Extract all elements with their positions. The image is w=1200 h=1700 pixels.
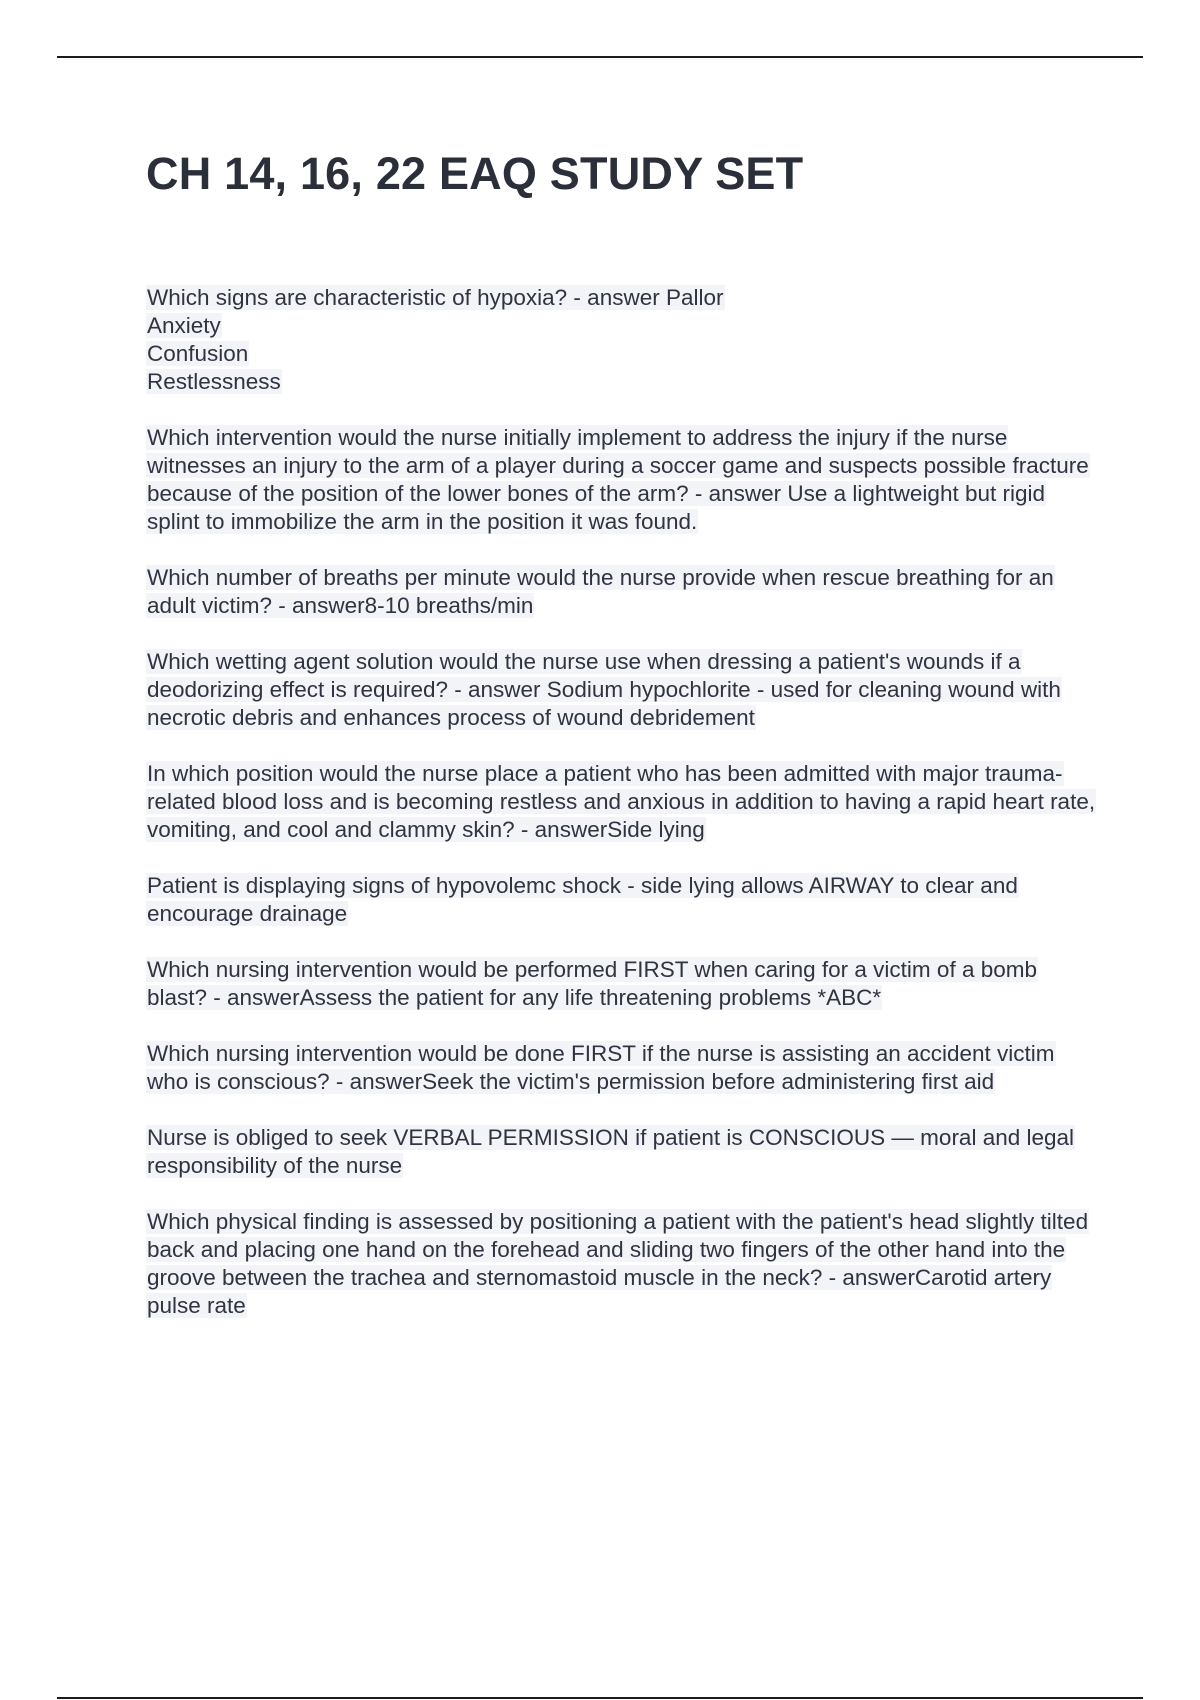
qa-text: Which signs are characteristic of hypoxia? - answer Pallor Anxiety Confusion Restlessness (147, 285, 724, 394)
qa-item (146, 760, 1096, 844)
qa-item (146, 1040, 1096, 1096)
bottom-rule (57, 1697, 1143, 1699)
page-title: CH 14, 16, 22 EAQ STUDY SET (146, 148, 804, 199)
qa-text: Which nursing intervention would be performed FIRST when caring for a victim of a bomb blast? - answerAssess the patient for any life threatening problems *ABC* (147, 957, 1037, 1010)
qa-item (146, 872, 1096, 928)
top-rule (57, 56, 1143, 58)
qa-text: Which nursing intervention would be done FIRST if the nurse is assisting an accident victim who is conscious? - answerSeek the victim's permission before administering first aid (147, 1041, 1055, 1094)
qa-item (146, 956, 1096, 1012)
qa-item (146, 1208, 1096, 1320)
study-set-content (146, 284, 1096, 1348)
qa-text: Which wetting agent solution would the nurse use when dressing a patient's wounds if a deodorizing effect is required? - answer Sodium hypochlorite - used for cleaning wound with necrotic debris and enhances process of wound debridement (147, 649, 1061, 730)
qa-text: In which position would the nurse place a patient who has been admitted with major trauma-related blood loss and is becoming restless and anxious in addition to having a rapid heart rate, vomiting, and cool and clammy skin? - answerSide lying (147, 761, 1096, 842)
qa-text: Nurse is obliged to seek VERBAL PERMISSION if patient is CONSCIOUS — moral and legal responsibility of the nurse (147, 1125, 1075, 1178)
qa-item (146, 564, 1096, 620)
qa-text: Which number of breaths per minute would the nurse provide when rescue breathing for an adult victim? - answer8-10 breaths/min (147, 565, 1054, 618)
qa-item (146, 648, 1096, 732)
qa-item (146, 284, 1096, 396)
qa-text: Patient is displaying signs of hypovolemc shock - side lying allows AIRWAY to clear and encourage drainage (147, 873, 1018, 926)
qa-text: Which physical finding is assessed by positioning a patient with the patient's head slightly tilted back and placing one hand on the forehead and sliding two fingers of the other hand into the groove between the trachea and sternomastoid muscle in the neck? - answerCarotid artery pulse rate (147, 1209, 1089, 1318)
qa-item (146, 424, 1096, 536)
qa-text: Which intervention would the nurse initially implement to address the injury if the nurse witnesses an injury to the arm of a player during a soccer game and suspects possible fracture because of the position of the lower bones of the arm? - answer Use a lightweight but rigid splint to immobilize the arm in the position it was found. (147, 425, 1089, 534)
qa-item (146, 1124, 1096, 1180)
